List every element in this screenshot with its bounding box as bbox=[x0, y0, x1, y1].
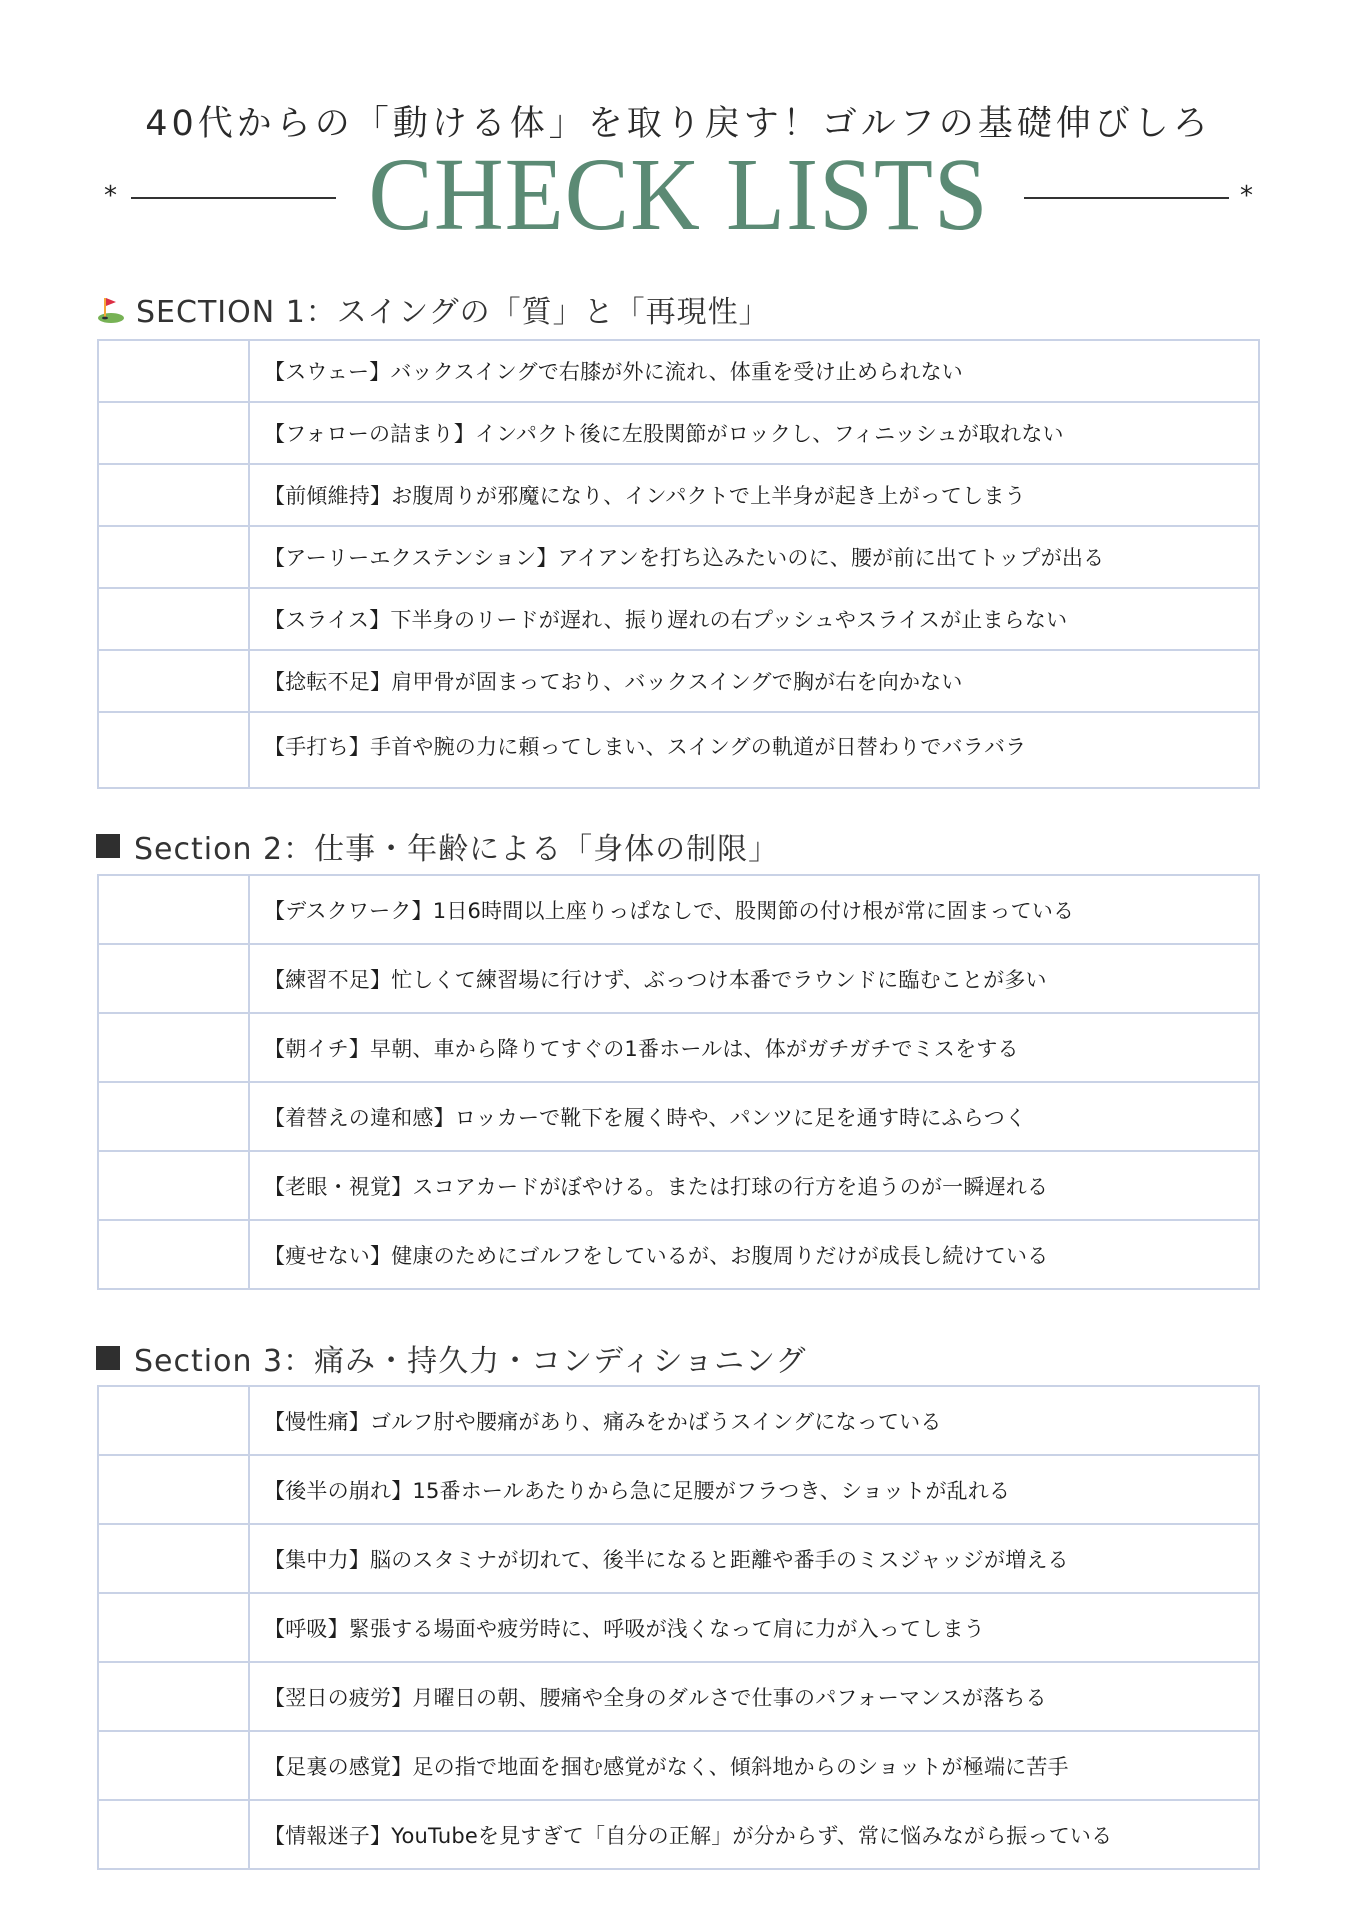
list-item bbox=[98, 526, 1259, 588]
checkbox-cell[interactable] bbox=[98, 1593, 249, 1662]
item-text: 【デスクワーク】1日6時間以上座りっぱなしで、股関節の付け根が常に固まっている bbox=[249, 875, 1259, 944]
item-text: 【老眼・視覚】スコアカードがぼやける。または打球の行方を追うのが一瞬遅れる bbox=[249, 1151, 1259, 1220]
section-2-checklist bbox=[97, 874, 1260, 1290]
list-item bbox=[98, 1082, 1259, 1151]
ornament-star-left: * bbox=[104, 181, 117, 211]
checkbox-cell[interactable] bbox=[98, 402, 249, 464]
list-item bbox=[98, 1151, 1259, 1220]
list-item bbox=[98, 1662, 1259, 1731]
list-item bbox=[98, 650, 1259, 712]
checkbox-cell[interactable] bbox=[98, 526, 249, 588]
list-item bbox=[98, 875, 1259, 944]
list-item bbox=[98, 340, 1259, 402]
list-item bbox=[98, 588, 1259, 650]
checkbox-cell[interactable] bbox=[98, 1013, 249, 1082]
section-3-heading: Section 3：痛み・持久力・コンディショニング bbox=[134, 1344, 807, 1379]
golf-flag-icon bbox=[96, 294, 126, 324]
section-3-checklist bbox=[97, 1385, 1260, 1870]
checkbox-cell[interactable] bbox=[98, 944, 249, 1013]
section-1-title bbox=[96, 287, 770, 331]
list-item bbox=[98, 464, 1259, 526]
item-text: 【フォローの詰まり】インパクト後に左股関節がロックし、フィニッシュが取れない bbox=[249, 402, 1259, 464]
item-text: 【後半の崩れ】15番ホールあたりから急に足腰がフラつき、ショットが乱れる bbox=[249, 1455, 1259, 1524]
checkbox-cell[interactable] bbox=[98, 1731, 249, 1800]
checkbox-cell[interactable] bbox=[98, 712, 249, 788]
list-item bbox=[98, 402, 1259, 464]
checkbox-cell[interactable] bbox=[98, 1524, 249, 1593]
list-item bbox=[98, 1593, 1259, 1662]
section-2-title bbox=[96, 824, 779, 868]
item-text: 【翌日の疲労】月曜日の朝、腰痛や全身のダルさで仕事のパフォーマンスが落ちる bbox=[249, 1662, 1259, 1731]
item-text: 【練習不足】忙しくて練習場に行けず、ぶっつけ本番でラウンドに臨むことが多い bbox=[249, 944, 1259, 1013]
item-text: 【痩せない】健康のためにゴルフをしているが、お腹周りだけが成長し続けている bbox=[249, 1220, 1259, 1289]
checkbox-cell[interactable] bbox=[98, 1082, 249, 1151]
item-text: 【前傾維持】お腹周りが邪魔になり、インパクトで上半身が起き上がってしまう bbox=[249, 464, 1259, 526]
item-text: 【スウェー】バックスイングで右膝が外に流れ、体重を受け止められない bbox=[249, 340, 1259, 402]
item-text: 【手打ち】手首や腕の力に頼ってしまい、スイングの軌道が日替わりでバラバラ bbox=[249, 712, 1259, 788]
section-1-checklist bbox=[97, 339, 1260, 789]
divider-right bbox=[1024, 197, 1229, 199]
checkbox-cell[interactable] bbox=[98, 1151, 249, 1220]
checkbox-cell[interactable] bbox=[98, 1220, 249, 1289]
section-1-heading: SECTION 1：スイングの「質」と「再現性」 bbox=[136, 295, 770, 330]
checkbox-cell[interactable] bbox=[98, 588, 249, 650]
checkbox-cell[interactable] bbox=[98, 1662, 249, 1731]
item-text: 【着替えの違和感】ロッカーで靴下を履く時や、パンツに足を通す時にふらつく bbox=[249, 1082, 1259, 1151]
item-text: 【集中力】脳のスタミナが切れて、後半になると距離や番手のミスジャッジが増える bbox=[249, 1524, 1259, 1593]
page-title: CHECK LISTS bbox=[368, 137, 989, 252]
item-text: 【呼吸】緊張する場面や疲労時に、呼吸が浅くなって肩に力が入ってしまう bbox=[249, 1593, 1259, 1662]
page-subtitle: 40代からの「動ける体」を取り戻す！ゴルフの基礎伸びしろ bbox=[145, 104, 1212, 144]
checkbox-cell[interactable] bbox=[98, 875, 249, 944]
checkbox-cell[interactable] bbox=[98, 1800, 249, 1869]
list-item bbox=[98, 1731, 1259, 1800]
list-item bbox=[98, 1800, 1259, 1869]
ornament-star-right: * bbox=[1240, 181, 1253, 211]
item-text: 【慢性痛】ゴルフ肘や腰痛があり、痛みをかばうスイングになっている bbox=[249, 1386, 1259, 1455]
square-bullet-icon bbox=[96, 1346, 120, 1370]
list-item bbox=[98, 1386, 1259, 1455]
section-2-heading: Section 2：仕事・年齢による「身体の制限」 bbox=[134, 832, 780, 867]
list-item bbox=[98, 1455, 1259, 1524]
list-item bbox=[98, 1013, 1259, 1082]
checkbox-cell[interactable] bbox=[98, 1386, 249, 1455]
square-bullet-icon bbox=[96, 834, 120, 858]
item-text: 【スライス】下半身のリードが遅れ、振り遅れの右プッシュやスライスが止まらない bbox=[249, 588, 1259, 650]
list-item bbox=[98, 712, 1259, 788]
list-item bbox=[98, 944, 1259, 1013]
list-item bbox=[98, 1524, 1259, 1593]
title-row bbox=[0, 137, 1357, 252]
section-3-title bbox=[96, 1336, 806, 1380]
checkbox-cell[interactable] bbox=[98, 340, 249, 402]
checkbox-cell[interactable] bbox=[98, 1455, 249, 1524]
item-text: 【朝イチ】早朝、車から降りてすぐの1番ホールは、体がガチガチでミスをする bbox=[249, 1013, 1259, 1082]
checkbox-cell[interactable] bbox=[98, 650, 249, 712]
item-text: 【情報迷子】YouTubeを見すぎて「自分の正解」が分からず、常に悩みながら振っている bbox=[249, 1800, 1259, 1869]
item-text: 【足裏の感覚】足の指で地面を掴む感覚がなく、傾斜地からのショットが極端に苦手 bbox=[249, 1731, 1259, 1800]
item-text: 【捻転不足】肩甲骨が固まっており、バックスイングで胸が右を向かない bbox=[249, 650, 1259, 712]
list-item bbox=[98, 1220, 1259, 1289]
checkbox-cell[interactable] bbox=[98, 464, 249, 526]
item-text: 【アーリーエクステンション】アイアンを打ち込みたいのに、腰が前に出てトップが出る bbox=[249, 526, 1259, 588]
